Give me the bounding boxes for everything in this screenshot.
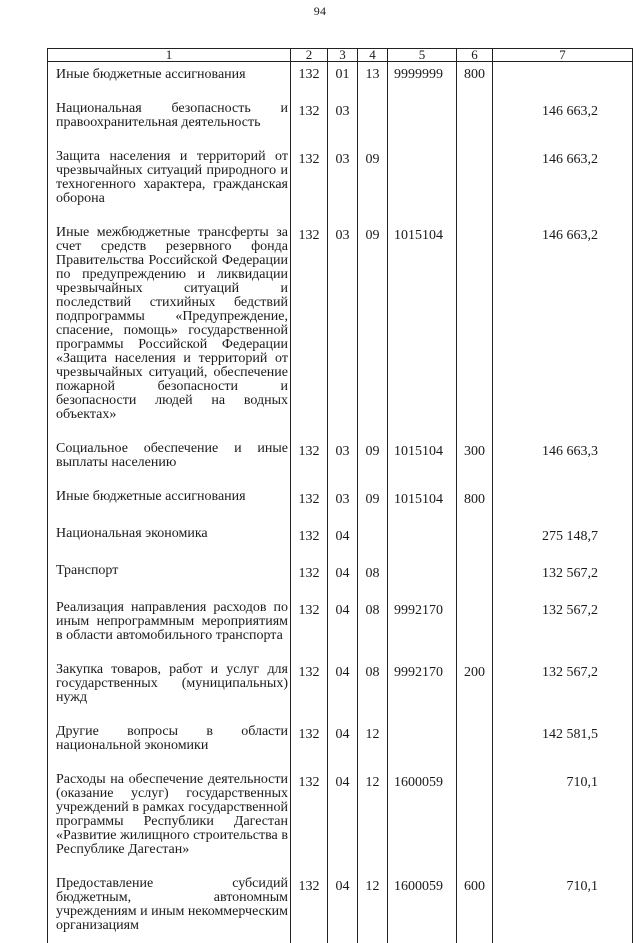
table-row xyxy=(48,102,633,150)
cell-col-4: 08 xyxy=(358,601,388,663)
cell-col-6: 300 xyxy=(457,442,493,490)
cell-col-4: 08 xyxy=(358,663,388,725)
cell-col-5: 1015104 xyxy=(388,442,457,490)
cell-col-3: 04 xyxy=(328,527,358,564)
row-name: Расходы на обеспечение деятельности (оказание услуг) государственных учреждений в рамках государственной программы Республики Дагестан «Развитие жилищного строительства в Республике Дагестан» xyxy=(48,773,291,877)
cell-col-5: 9992170 xyxy=(388,601,457,663)
cell-col-2: 132 xyxy=(291,773,328,877)
table-row xyxy=(48,773,633,877)
table-header xyxy=(48,49,633,62)
row-name: Предоставление субсидий бюджетным, автономным учреждениям и иным некоммерческим организациям xyxy=(48,877,291,943)
cell-col-6 xyxy=(457,773,493,877)
cell-col-2: 132 xyxy=(291,62,328,103)
cell-amount: 132 567,2 xyxy=(493,601,633,663)
row-name: Иные межбюджетные трансферты за счет средств резервного фонда Правительства Российской Федерации по предупреждению и ликвидации чрезвычайных ситуаций и последствий стихийных бедствий подпрограммы «Предупреждение, спасение, помощь» государственной программы Российской Федерации «Защита населения и территорий от чрезвычайных ситуаций, обеспечение пожарной безопасности и безопасности людей на водных объектах» xyxy=(48,226,291,442)
cell-col-3: 03 xyxy=(328,150,358,226)
cell-col-6 xyxy=(457,150,493,226)
row-name: Транспорт xyxy=(48,564,291,601)
table-row xyxy=(48,442,633,490)
cell-col-3: 04 xyxy=(328,601,358,663)
cell-col-2: 132 xyxy=(291,490,328,527)
cell-col-5: 1600059 xyxy=(388,773,457,877)
column-header-7: 7 xyxy=(493,49,633,62)
table-row xyxy=(48,527,633,564)
column-header-4: 4 xyxy=(358,49,388,62)
cell-amount: 710,1 xyxy=(493,877,633,943)
cell-col-3: 03 xyxy=(328,442,358,490)
cell-col-2: 132 xyxy=(291,564,328,601)
cell-amount: 142 581,5 xyxy=(493,725,633,773)
cell-col-3: 04 xyxy=(328,725,358,773)
cell-col-2: 132 xyxy=(291,663,328,725)
table-row xyxy=(48,490,633,527)
budget-table xyxy=(47,48,633,943)
cell-col-3: 04 xyxy=(328,773,358,877)
cell-col-6: 200 xyxy=(457,663,493,725)
cell-col-3: 03 xyxy=(328,226,358,442)
row-name: Национальная экономика xyxy=(48,527,291,564)
table-row xyxy=(48,226,633,442)
row-name: Закупка товаров, работ и услуг для государственных (муниципальных) нужд xyxy=(48,663,291,725)
cell-col-4: 08 xyxy=(358,564,388,601)
cell-amount: 146 663,2 xyxy=(493,150,633,226)
cell-col-4 xyxy=(358,102,388,150)
cell-col-5 xyxy=(388,527,457,564)
cell-amount: 710,1 xyxy=(493,773,633,877)
cell-amount: 146 663,2 xyxy=(493,102,633,150)
cell-col-6: 800 xyxy=(457,490,493,527)
cell-col-4: 09 xyxy=(358,226,388,442)
cell-col-4: 12 xyxy=(358,725,388,773)
cell-col-5 xyxy=(388,102,457,150)
cell-amount: 132 567,2 xyxy=(493,564,633,601)
cell-col-2: 132 xyxy=(291,877,328,943)
cell-col-2: 132 xyxy=(291,226,328,442)
page-number: 94 xyxy=(0,4,640,19)
cell-col-5: 9999999 xyxy=(388,62,457,103)
row-name: Другие вопросы в области национальной экономики xyxy=(48,725,291,773)
column-header-3: 3 xyxy=(328,49,358,62)
cell-col-6 xyxy=(457,564,493,601)
row-name: Национальная безопасность и правоохранительная деятельность xyxy=(48,102,291,150)
table-body xyxy=(48,62,633,943)
cell-col-3: 04 xyxy=(328,564,358,601)
column-header-2: 2 xyxy=(291,49,328,62)
cell-col-6 xyxy=(457,226,493,442)
cell-col-3: 04 xyxy=(328,877,358,943)
cell-col-2: 132 xyxy=(291,102,328,150)
cell-amount: 275 148,7 xyxy=(493,527,633,564)
cell-amount xyxy=(493,62,633,103)
cell-col-6 xyxy=(457,725,493,773)
cell-amount xyxy=(493,490,633,527)
cell-col-2: 132 xyxy=(291,150,328,226)
cell-col-3: 03 xyxy=(328,102,358,150)
row-name: Иные бюджетные ассигнования xyxy=(48,490,291,527)
cell-col-4 xyxy=(358,527,388,564)
cell-col-6 xyxy=(457,527,493,564)
cell-col-4: 09 xyxy=(358,150,388,226)
row-name: Реализация направления расходов по иным непрограммным мероприятиям в области автомобильного транспорта xyxy=(48,601,291,663)
cell-col-3: 03 xyxy=(328,490,358,527)
cell-col-4: 09 xyxy=(358,442,388,490)
table-row xyxy=(48,877,633,943)
cell-col-5: 1600059 xyxy=(388,877,457,943)
cell-amount: 146 663,3 xyxy=(493,442,633,490)
table-row xyxy=(48,663,633,725)
column-header-5: 5 xyxy=(388,49,457,62)
table-row xyxy=(48,62,633,103)
cell-col-6 xyxy=(457,601,493,663)
cell-col-4: 13 xyxy=(358,62,388,103)
row-name: Защита населения и территорий от чрезвычайных ситуаций природного и техногенного характера, гражданская оборона xyxy=(48,150,291,226)
cell-col-4: 09 xyxy=(358,490,388,527)
row-name: Иные бюджетные ассигнования xyxy=(48,62,291,103)
table-row xyxy=(48,564,633,601)
table-row xyxy=(48,150,633,226)
cell-col-4: 12 xyxy=(358,877,388,943)
cell-col-2: 132 xyxy=(291,725,328,773)
cell-col-5 xyxy=(388,725,457,773)
table-row xyxy=(48,601,633,663)
cell-col-2: 132 xyxy=(291,601,328,663)
cell-col-6: 600 xyxy=(457,877,493,943)
cell-col-2: 132 xyxy=(291,442,328,490)
cell-col-3: 04 xyxy=(328,663,358,725)
table-row xyxy=(48,725,633,773)
cell-amount: 132 567,2 xyxy=(493,663,633,725)
cell-col-5: 1015104 xyxy=(388,226,457,442)
cell-col-6: 800 xyxy=(457,62,493,103)
cell-col-5: 9992170 xyxy=(388,663,457,725)
cell-col-4: 12 xyxy=(358,773,388,877)
cell-amount: 146 663,2 xyxy=(493,226,633,442)
cell-col-5 xyxy=(388,150,457,226)
column-header-1: 1 xyxy=(48,49,291,62)
cell-col-6 xyxy=(457,102,493,150)
cell-col-5: 1015104 xyxy=(388,490,457,527)
cell-col-5 xyxy=(388,564,457,601)
column-header-6: 6 xyxy=(457,49,493,62)
row-name: Социальное обеспечение и иные выплаты населению xyxy=(48,442,291,490)
cell-col-3: 01 xyxy=(328,62,358,103)
cell-col-2: 132 xyxy=(291,527,328,564)
